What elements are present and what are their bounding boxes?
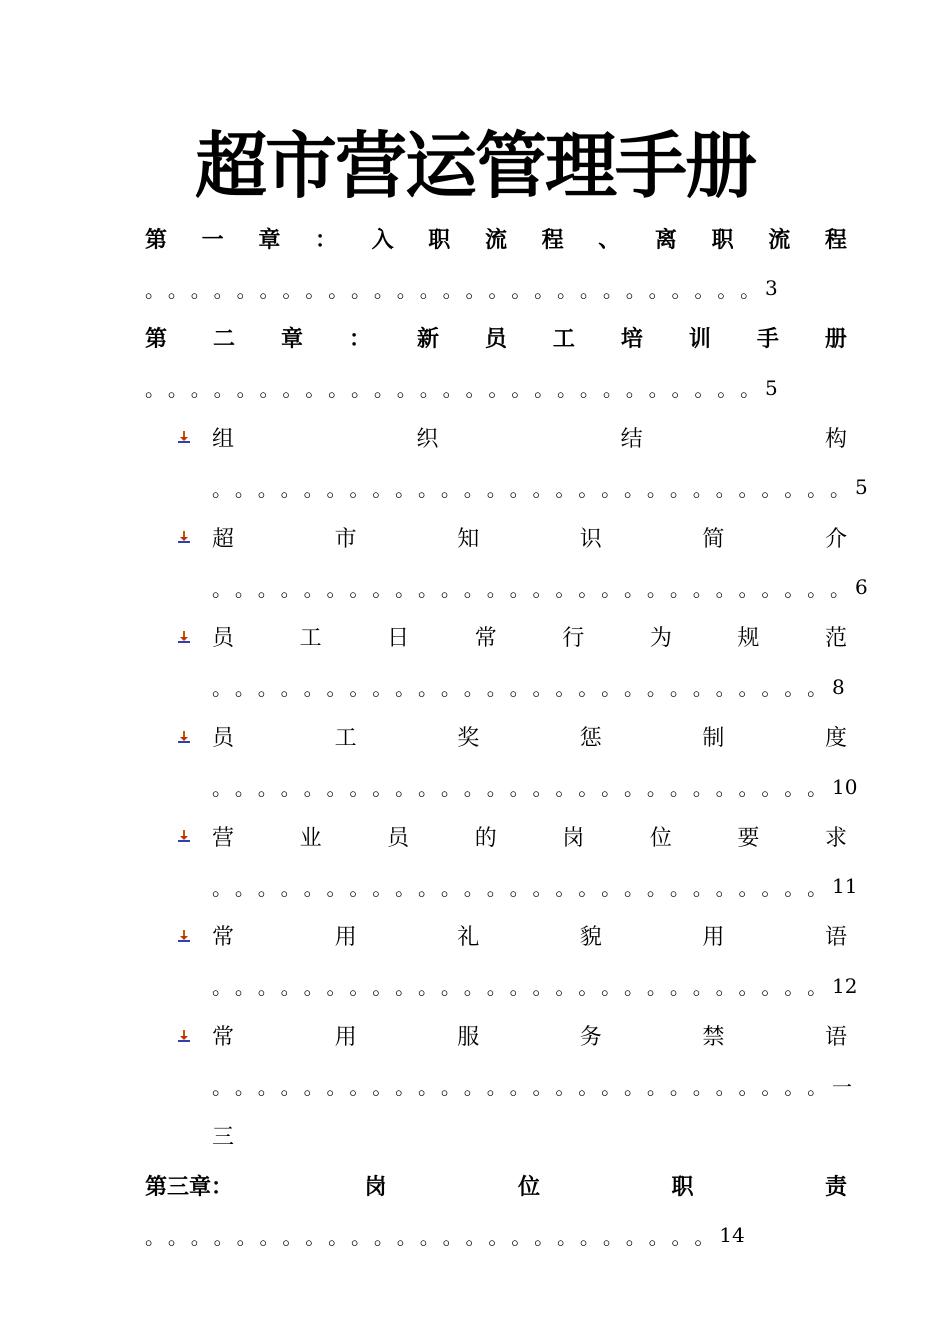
toc-entry-char: 程 (541, 226, 564, 253)
toc-entry-title[interactable] (212, 816, 847, 856)
toc-entry-char: ： (348, 326, 371, 353)
toc-entry-char: 第 (145, 326, 168, 353)
toc-entry-char: 组 (212, 426, 235, 452)
toc-entry-char: 流 (768, 226, 791, 253)
toc-entry-char: 务 (579, 1025, 602, 1051)
toc-entry-title[interactable] (212, 617, 847, 657)
toc-entry-char: 章 (280, 326, 303, 353)
toc-entry-char: 要 (737, 825, 760, 851)
toc-dot-leader: 。 。 。 。 。 。 。 。 。 。 。 。 。 。 。 。 。 。 。 。 。 。 。 。 。 。 。 8 (212, 674, 845, 701)
toc-entry-char: 位 (649, 825, 672, 851)
toc-entry-char: 常 (212, 1025, 235, 1051)
toc-entry-char: 介 (824, 526, 847, 552)
toc-page-number: 10 (832, 774, 858, 799)
toc-entry-char: 入 (371, 226, 394, 253)
toc-entry-char: 训 (688, 326, 711, 353)
toc-page-number: 5 (765, 375, 778, 400)
toc-entry-char: 为 (649, 626, 672, 652)
toc-entry-char: 册 (824, 326, 847, 353)
toc-page-number: 5 (854, 475, 868, 500)
toc-entry-char: 求 (824, 825, 847, 851)
bullet-arrow-icon (177, 828, 191, 844)
toc-entry-char: 常 (212, 925, 235, 951)
toc-entry-char: 用 (702, 925, 725, 951)
document-title: 超市营运管理手册 (194, 123, 755, 208)
toc-entry-char: 第 (145, 226, 168, 253)
toc-entry-title[interactable] (145, 318, 847, 358)
toc-entry-char: 职 (711, 226, 734, 253)
toc-entry-char: 制 (702, 726, 725, 751)
toc-dot-leader: 。 。 。 。 。 。 。 。 。 。 。 。 。 。 。 。 。 。 。 。 。 。 。 。 。 。 。 11 (212, 874, 858, 900)
toc-entry-char: 员 (484, 326, 507, 353)
toc-entry-char: 员 (387, 825, 410, 851)
toc-page-number: 一 (832, 1075, 853, 1100)
toc-entry-char: 员 (212, 726, 235, 751)
toc-entry-char: 语 (824, 1025, 847, 1051)
toc-entry-char: 培 (620, 326, 643, 353)
toc-dot-leader: 。 。 。 。 。 。 。 。 。 。 。 。 。 。 。 。 。 。 。 。 。 。 。 。 。 。 。 5 (145, 375, 778, 402)
toc-entry-title[interactable] (212, 1016, 847, 1056)
toc-entry-char: 位 (517, 1173, 540, 1200)
toc-dot-leader: 。 。 。 。 。 。 。 。 。 。 。 。 。 。 。 。 。 。 。 。 。 。 。 。 。 。 。 3 (145, 276, 778, 302)
toc-entry-char: 范 (824, 626, 847, 652)
toc-entry-char: 程 (824, 226, 847, 253)
toc-entry-char: 工 (334, 726, 357, 751)
toc-entry-char: 语 (824, 925, 847, 951)
toc-page-number-wrap: 三 (212, 1124, 235, 1150)
toc-entry-char: 职 (428, 226, 451, 253)
toc-entry-char: 知 (457, 526, 480, 552)
toc-entry-char: 用 (334, 1025, 357, 1051)
toc-entry-char: 职 (671, 1173, 694, 1200)
toc-entry-title[interactable] (145, 218, 847, 258)
bullet-arrow-icon (177, 1028, 191, 1044)
toc-entry-title[interactable] (212, 517, 847, 557)
toc-entry-char: 服 (457, 1025, 480, 1051)
toc-page-number: 14 (719, 1223, 745, 1248)
toc-entry-char: 构 (824, 426, 847, 452)
toc-entry-char: 超 (212, 526, 235, 552)
toc-entry-char: 识 (579, 526, 602, 552)
toc-entry-char: 礼 (457, 925, 480, 951)
toc-entry-char: 市 (334, 526, 357, 552)
toc-page-number: 11 (832, 874, 858, 899)
toc-entry-char: 离 (654, 226, 677, 253)
toc-entry-char: 度 (824, 726, 847, 751)
toc-entry-char: 织 (416, 426, 439, 452)
bullet-arrow-icon (177, 529, 191, 545)
toc-entry-char: 流 (484, 226, 507, 253)
toc-entry-char: 禁 (702, 1025, 725, 1051)
toc-entry-char: 奖 (457, 726, 480, 751)
toc-entry-char: 二 (212, 326, 235, 353)
toc-entry-char: 新 (416, 326, 439, 353)
toc-entry-char: 惩 (579, 726, 602, 751)
toc-entry-char: 简 (702, 526, 725, 552)
toc-entry-title[interactable] (212, 417, 847, 457)
toc-entry-title[interactable] (145, 1165, 847, 1205)
toc-entry-char: 营 (212, 825, 235, 851)
toc-dot-leader: 。 。 。 。 。 。 。 。 。 。 。 。 。 。 。 。 。 。 。 。 。 。 。 。 。 14 (145, 1223, 745, 1249)
toc-entry-char: 岗 (562, 825, 585, 851)
bullet-arrow-icon (177, 629, 191, 645)
toc-entry-char: 工 (552, 326, 575, 353)
bullet-arrow-icon (177, 729, 191, 745)
toc-entry-char: ： (314, 226, 337, 253)
toc-entry-char: 行 (562, 626, 585, 652)
toc-dot-leader: 。 。 。 。 。 。 。 。 。 。 。 。 。 。 。 。 。 。 。 。 。 。 。 。 。 。 。 一 (212, 1066, 852, 1106)
toc-page-number: 12 (832, 973, 858, 998)
toc-entry-char: 岗 (364, 1173, 387, 1200)
toc-entry-char: 员 (212, 626, 235, 652)
toc-entry-char: 一 (201, 226, 224, 253)
toc-page-number: 6 (854, 575, 868, 600)
toc-entry-char: 用 (334, 925, 357, 951)
toc-entry-char: 、 (598, 226, 621, 253)
toc-entry-char: 规 (737, 626, 760, 652)
toc-dot-leader: 。 。 。 。 。 。 。 。 。 。 。 。 。 。 。 。 。 。 。 。 。 。 。 。 。 。 。 。 6 (212, 575, 868, 601)
bullet-arrow-icon (177, 928, 191, 944)
toc-entry-char: 貌 (579, 925, 602, 951)
toc-page-number: 3 (765, 276, 778, 300)
toc-entry-char: 日 (387, 626, 410, 652)
toc-dot-leader: 。 。 。 。 。 。 。 。 。 。 。 。 。 。 。 。 。 。 。 。 。 。 。 。 。 。 。 。 5 (212, 475, 868, 501)
toc-dot-leader: 。 。 。 。 。 。 。 。 。 。 。 。 。 。 。 。 。 。 。 。 。 。 。 。 。 。 。 10 (212, 774, 858, 800)
toc-entry-char: 章 (258, 226, 281, 253)
toc-page-number: 8 (832, 674, 845, 699)
toc-entry-char: 工 (299, 626, 322, 652)
toc-entry-char: 结 (620, 426, 643, 452)
toc-entry-char: 责 (824, 1173, 847, 1200)
toc-entry-char: 第三章： (145, 1173, 234, 1200)
toc-entry-char: 业 (299, 825, 322, 851)
toc-entry-char: 的 (474, 825, 497, 851)
toc-entry-title[interactable] (212, 717, 847, 757)
toc-entry-char: 常 (474, 626, 497, 652)
bullet-arrow-icon (177, 429, 191, 445)
toc-dot-leader: 。 。 。 。 。 。 。 。 。 。 。 。 。 。 。 。 。 。 。 。 。 。 。 。 。 。 。 12 (212, 973, 858, 1000)
toc-entry-title[interactable] (212, 916, 847, 956)
toc-entry-char: 手 (756, 326, 779, 353)
